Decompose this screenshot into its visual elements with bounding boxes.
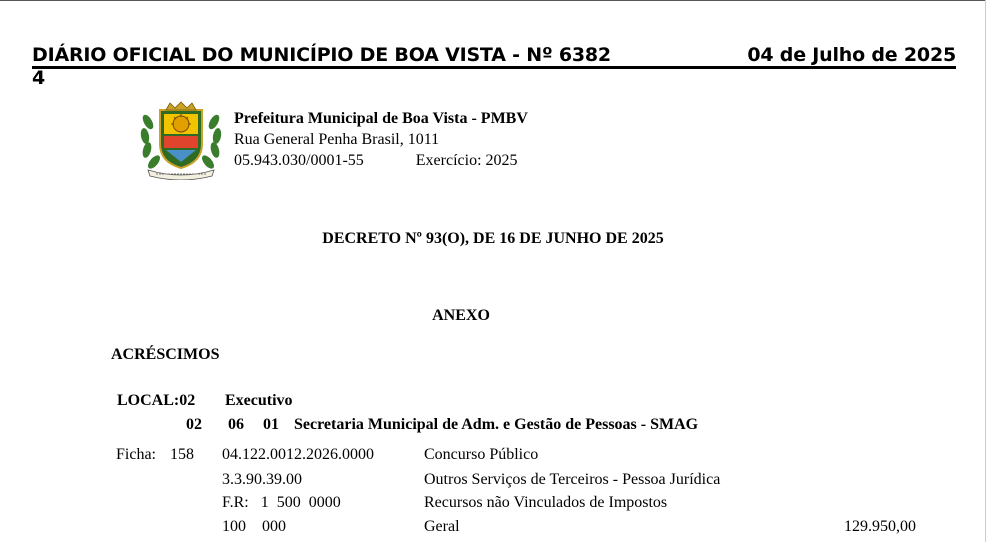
unit-code: 06 (228, 416, 244, 433)
local-name: Executivo (225, 392, 293, 409)
fiscal-year: Exercício: 2025 (415, 152, 518, 169)
resource-code: F.R: 1 500 0000 (222, 494, 341, 511)
amount-value: 129.950,00 (844, 518, 916, 535)
program-desc: Concurso Público (424, 446, 539, 463)
gazette-header (32, 44, 956, 69)
gazette-title: DIÁRIO OFICIAL DO MUNICÍPIO DE BOA VISTA - Nº 6382 (32, 44, 611, 66)
expense-desc: Outros Serviços de Terceiros - Pessoa Jurídica (424, 471, 721, 488)
resource-desc: Recursos não Vinculados de Impostos (424, 494, 668, 511)
page-number: 4 (32, 67, 46, 89)
program-code: 04.122.0012.2026.0000 (222, 446, 374, 463)
annex-title: ANEXO (432, 307, 490, 324)
issuer-name: Prefeitura Municipal de Boa Vista - PMBV (234, 110, 528, 127)
city-seal-emblem (140, 100, 222, 180)
top-rule (0, 0, 986, 1)
ficha-label: Ficha: (116, 446, 156, 463)
ficha-number: 158 (170, 446, 194, 463)
unit-name: Secretaria Municipal de Adm. e Gestão de Pessoas - SMAG (294, 416, 699, 433)
detail-desc: Geral (424, 518, 460, 535)
issuer-id-line (234, 150, 528, 171)
organ-code: 02 (186, 416, 202, 433)
issuer-cnpj: 05.943.030/0001-55 (234, 152, 364, 169)
section-title: ACRÉSCIMOS (111, 346, 220, 363)
issuer-address: Rua General Penha Brasil, 1011 (234, 131, 440, 148)
local-label: LOCAL:02 (117, 392, 196, 409)
subunit-code: 01 (263, 416, 279, 433)
decree-title: DECRETO Nº 93(O), DE 16 DE JUNHO DE 2025 (322, 230, 664, 247)
gazette-date: 04 de Julho de 2025 (747, 44, 956, 66)
detail-code: 100 000 (222, 518, 286, 535)
expense-code: 3.3.90.39.00 (222, 471, 302, 488)
issuer-block (234, 108, 528, 171)
